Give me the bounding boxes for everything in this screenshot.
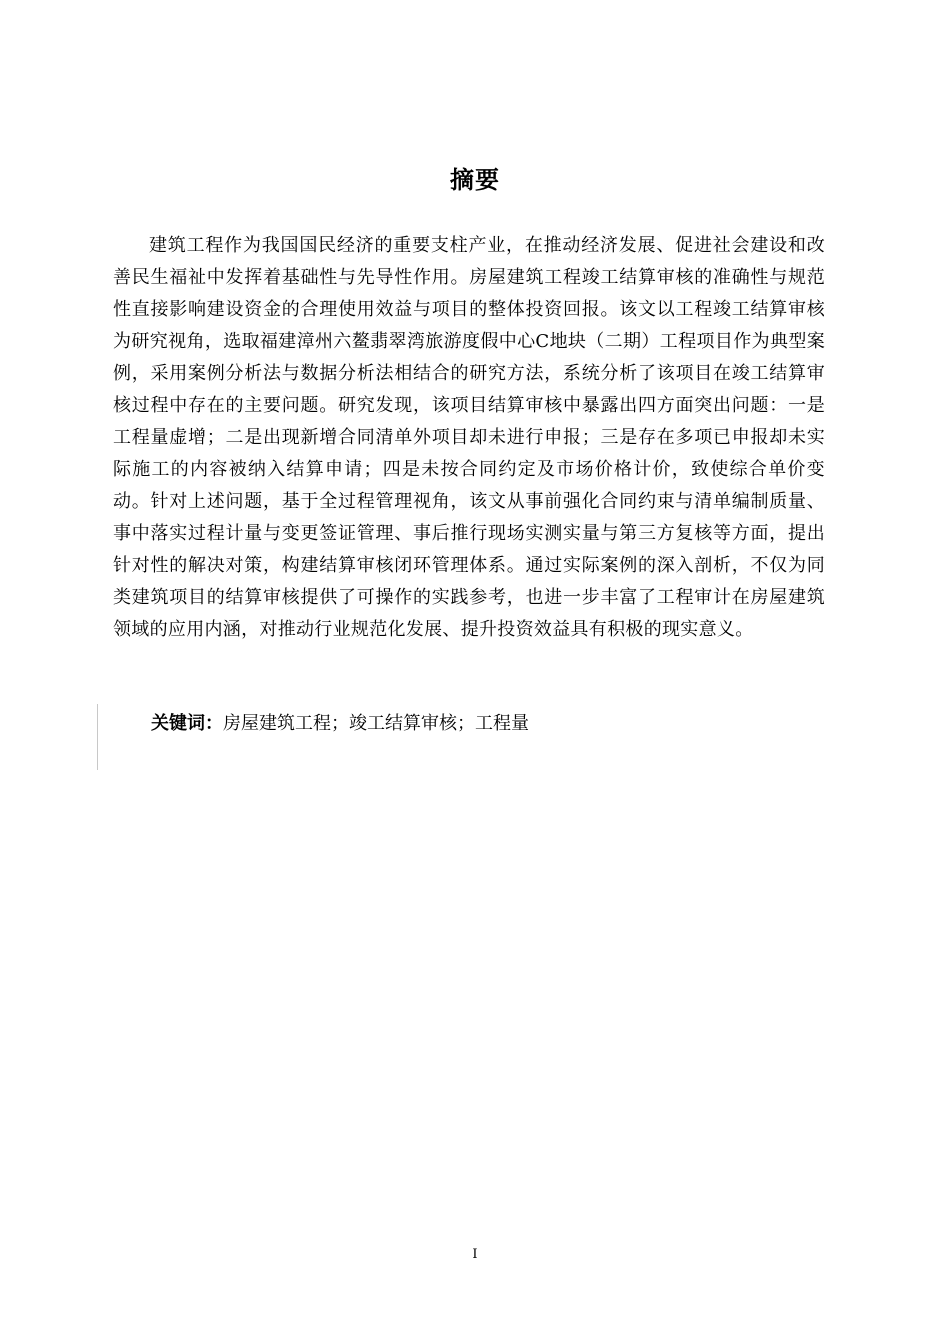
keywords-line <box>151 708 529 740</box>
margin-marker <box>97 704 98 770</box>
keywords-text: 房屋建筑工程；竣工结算审核；工程量 <box>223 713 529 734</box>
abstract-title: 摘要 <box>450 166 500 194</box>
abstract-body: 建筑工程作为我国国民经济的重要支柱产业，在推动经济发展、促进社会建设和改善民生福祉中发挥着基础性与先导性作用。房屋建筑工程竣工结算审核的准确性与规范性直接影响建设资金的合理使用效益与项目的整体投资回报。该文以工程竣工结算审核为研究视角，选取福建漳州六鳌翡翠湾旅游度假中心C地块（二期）工程项目作为典型案例，采用案例分析法与数据分析法相结合的研究方法，系统分析了该项目在竣工结算审核过程中存在的主要问题。研究发现，该项目结算审核中暴露出四方面突出问题：一是工程量虚增；二是出现新增合同清单外项目却未进行申报；三是存在多项已申报却未实际施工的内容被纳入结算申请；四是未按合同约定及市场价格计价，致使综合单价变动。针对上述问题，基于全过程管理视角，该文从事前强化合同约束与清单编制质量、事中落实过程计量与变更签证管理、事后推行现场实测实量与第三方复核等方面，提出针对性的解决对策，构建结算审核闭环管理体系。通过实际案例的深入剖析，不仅为同类建筑项目的结算审核提供了可操作的实践参考，也进一步丰富了工程审计在房屋建筑领域的应用内涵，对推动行业规范化发展、提升投资效益具有积极的现实意义。 <box>113 235 825 640</box>
keywords-label: 关键词： <box>151 713 223 734</box>
page-number: I <box>472 1247 478 1262</box>
